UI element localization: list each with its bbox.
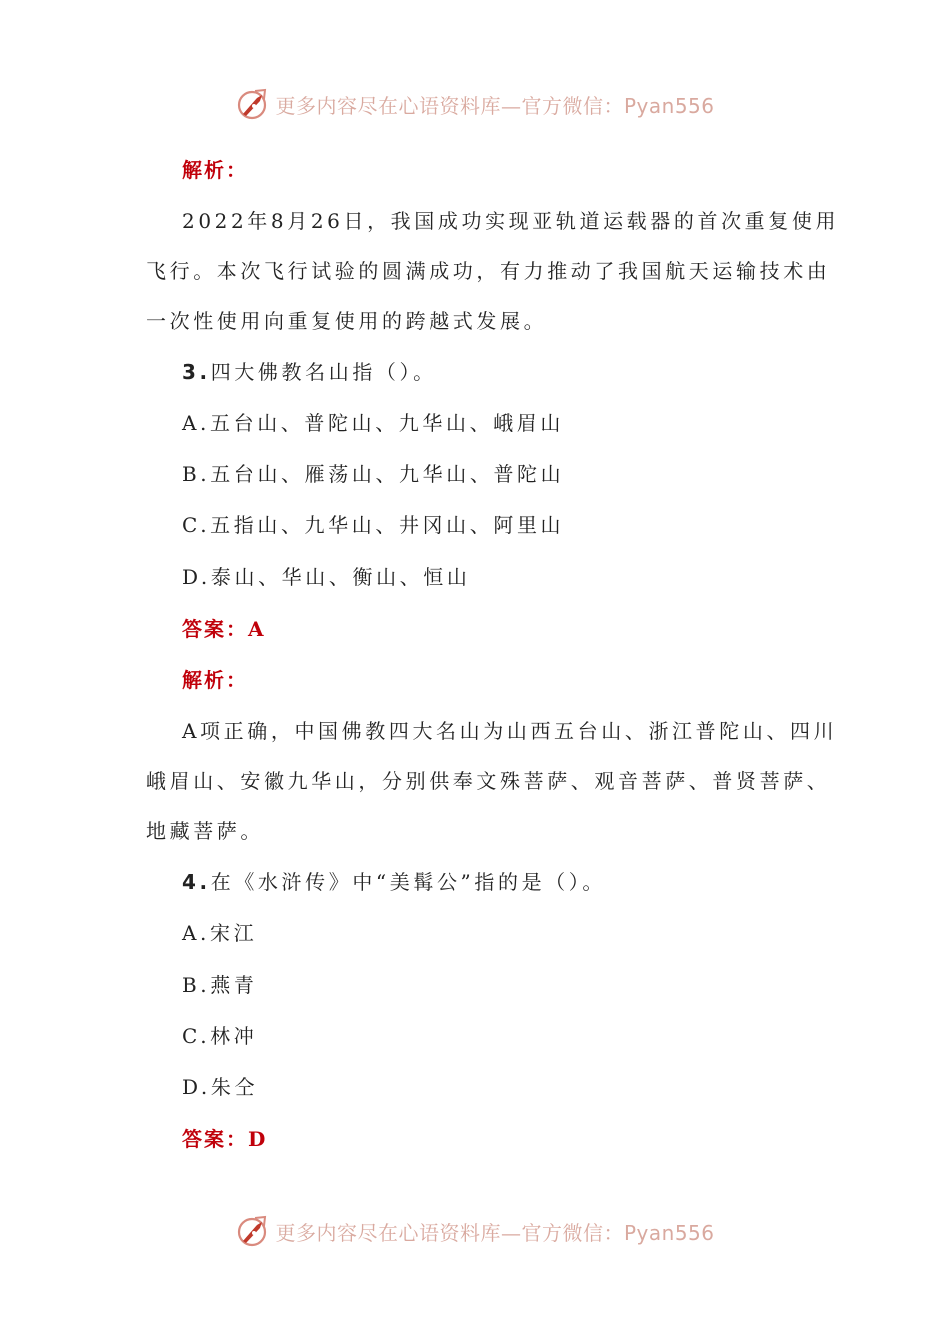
option-c: C.林冲	[182, 1024, 258, 1048]
analysis-line: A项正确，中国佛教四大名山为山西五台山、浙江普陀山、四川	[182, 719, 838, 743]
answer-label: 答案：D	[182, 1127, 268, 1151]
pen-nib-logo-icon	[235, 1213, 271, 1249]
banner-text: 更多内容尽在心语资料库—官方微信：Pyan556	[275, 93, 715, 118]
question-number: 3.	[182, 360, 211, 384]
option-d: D.朱仝	[182, 1075, 259, 1099]
header-banner	[0, 84, 950, 124]
question-stem: 四大佛教名山指（）。	[210, 360, 437, 384]
question-4	[182, 868, 606, 896]
banner-inner	[235, 86, 714, 122]
question-3	[182, 358, 437, 386]
analysis-line: 地藏菩萨。	[146, 819, 264, 843]
option-b: B.燕青	[182, 973, 258, 997]
analysis-label: 解析：	[182, 668, 248, 692]
option-b: B.五台山、雁荡山、九华山、普陀山	[182, 462, 565, 486]
option-c: C.五指山、九华山、井冈山、阿里山	[182, 513, 565, 537]
analysis-line: 峨眉山、安徽九华山，分别供奉文殊菩萨、观音菩萨、普贤菩萨、	[146, 769, 831, 793]
option-a: A.五台山、普陀山、九华山、峨眉山	[182, 411, 565, 435]
question-stem: 在《水浒传》中“美髯公”指的是（）。	[210, 870, 606, 894]
analysis-line: 2022年8月26日，我国成功实现亚轨道运载器的首次重复使用	[182, 209, 840, 233]
question-number: 4.	[182, 870, 211, 894]
banner-text: 更多内容尽在心语资料库—官方微信：Pyan556	[275, 1220, 715, 1245]
option-a: A.宋江	[182, 921, 258, 945]
footer-banner	[0, 1211, 950, 1251]
banner-inner	[235, 1213, 714, 1249]
analysis-line: 一次性使用向重复使用的跨越式发展。	[146, 309, 548, 333]
pen-nib-logo-icon	[235, 86, 271, 122]
option-d: D.泰山、华山、衡山、恒山	[182, 565, 471, 589]
answer-label: 答案：A	[182, 617, 266, 641]
analysis-label: 解析：	[182, 158, 248, 182]
analysis-line: 飞行。本次飞行试验的圆满成功，有力推动了我国航天运输技术由	[146, 259, 831, 283]
